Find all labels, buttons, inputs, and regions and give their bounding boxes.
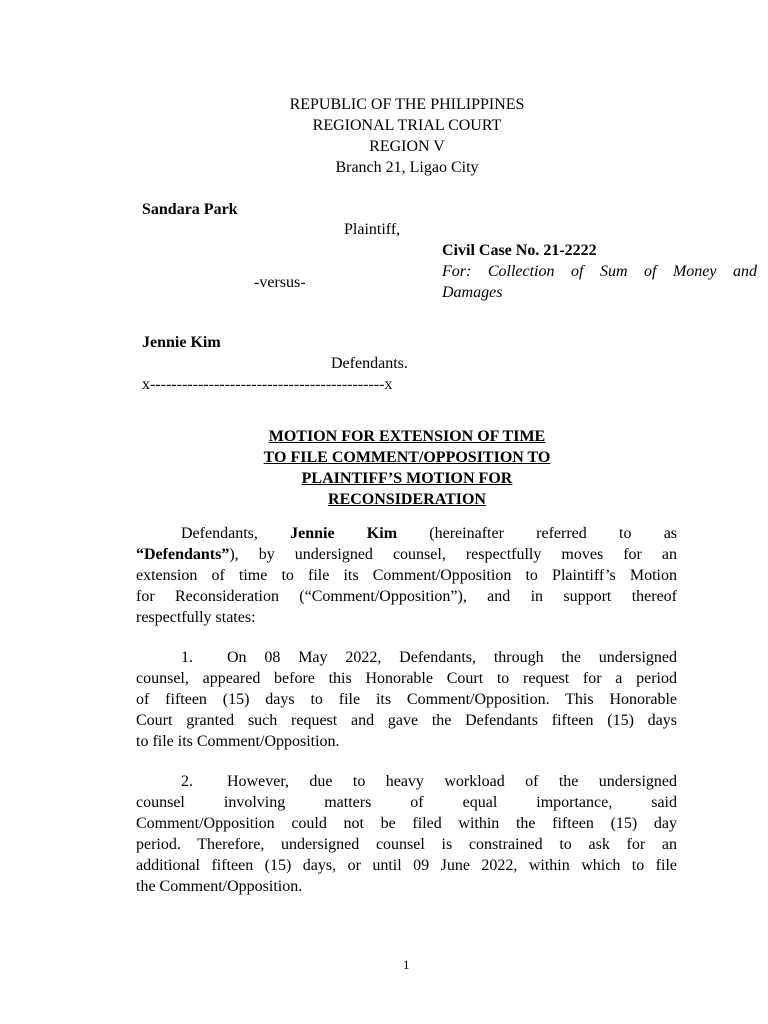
case-nature-line1: For: Collection of Sum of Money and xyxy=(442,263,757,280)
para1-line3: of fifteen (15) days to file its Comment/Opposition. This Honorable xyxy=(136,691,677,708)
para2-line4: period. Therefore, undersigned counsel is constrained to ask for an xyxy=(136,836,677,853)
title-line1: MOTION FOR EXTENSION OF TIME xyxy=(268,428,546,445)
para2-line3: Comment/Opposition could not be filed within the fifteen (15) day xyxy=(136,815,677,832)
case-nature-line2: Damages xyxy=(442,284,503,301)
versus-label: -versus- xyxy=(254,274,306,291)
title-line3: PLAINTIFF’S MOTION FOR xyxy=(301,470,513,487)
para1-line2: counsel, appeared before this Honorable Court to request for a period xyxy=(136,670,677,687)
intro-line3: extension of time to file its Comment/Opposition to Plaintiff’s Motion xyxy=(136,567,677,584)
para2-number: 2. xyxy=(181,773,193,790)
caption-separator: x--------------------------------------------x xyxy=(142,376,393,393)
para2-line1: 2. However, due to heavy workload of the undersigned xyxy=(181,773,677,790)
para2-line5: additional fifteen (15) days, or until 09 June 2022, within which to file xyxy=(136,857,677,874)
plaintiff-role: Plaintiff, xyxy=(344,221,401,238)
numbered-paragraph-1 xyxy=(136,647,677,752)
intro-line2: “Defendants”), by undersigned counsel, respectfully moves for an xyxy=(136,546,677,563)
intro-line5: respectfully states: xyxy=(136,609,256,626)
defendant-role: Defendants. xyxy=(331,355,408,372)
intro-line4: for Reconsideration (“Comment/Opposition”), and in support thereof xyxy=(136,588,677,605)
para1-number: 1. xyxy=(181,649,193,666)
title-line4: RECONSIDERATION xyxy=(328,491,486,508)
plaintiff-name: Sandara Park xyxy=(142,201,238,218)
motion-title xyxy=(0,426,768,510)
header-region: REGION V xyxy=(369,138,445,155)
header-court: REGIONAL TRIAL COURT xyxy=(312,117,502,134)
para1-line4: Court granted such request and gave the Defendants fifteen (15) days xyxy=(136,712,677,729)
para1-line5: to file its Comment/Opposition. xyxy=(136,733,340,750)
intro-line1: Defendants, Jennie Kim (hereinafter referred to as xyxy=(181,525,678,542)
defendant-name: Jennie Kim xyxy=(142,334,221,351)
header-branch: Branch 21, Ligao City xyxy=(335,159,479,176)
numbered-paragraph-2 xyxy=(136,771,677,897)
para2-line6: the Comment/Opposition. xyxy=(136,878,303,895)
header-republic: REPUBLIC OF THE PHILIPPINES xyxy=(289,96,525,113)
page-number: 1 xyxy=(403,957,410,972)
title-line2: TO FILE COMMENT/OPPOSITION TO xyxy=(263,449,551,466)
case-number: Civil Case No. 21-2222 xyxy=(442,242,597,259)
para2-line2: counsel involving matters of equal importance, said xyxy=(136,794,677,811)
intro-paragraph xyxy=(136,523,677,628)
court-header xyxy=(0,94,768,178)
para1-line1: 1. On 08 May 2022, Defendants, through the undersigned xyxy=(181,649,677,666)
